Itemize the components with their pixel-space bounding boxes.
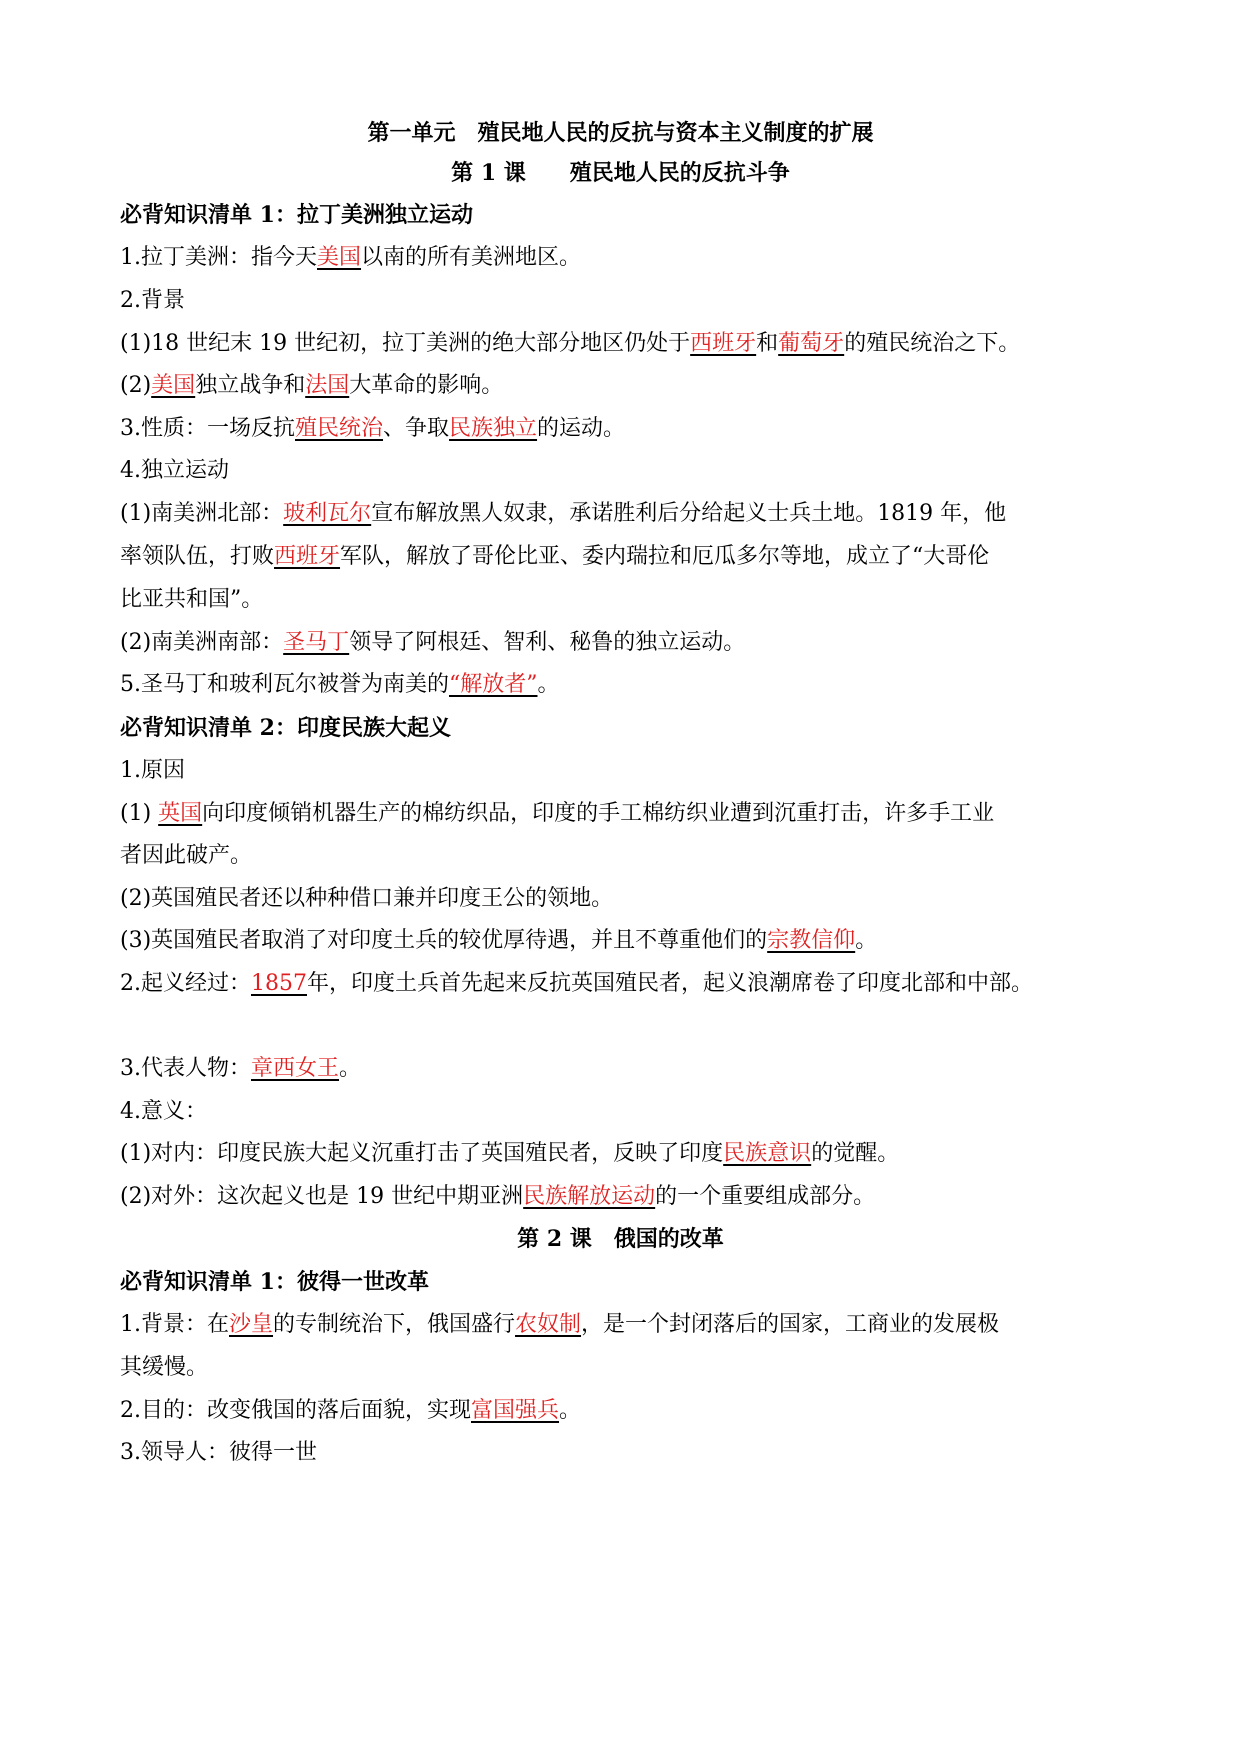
text: 。 [339, 1056, 362, 1081]
lesson2-list1-line2: 其缓慢。 [120, 1355, 209, 1380]
text: 的专制统治下，俄国盛行 [273, 1312, 516, 1337]
answer-blank: 民族独立 [449, 416, 538, 441]
lesson2-list1-line3 [120, 1396, 581, 1426]
answer-blank: 西班牙 [690, 331, 757, 356]
text: 年，印度土兵首先起来反抗英国殖民者，起义浪潮席卷了印度北部和中部。 [307, 971, 1034, 996]
lesson2-title: 第 2 课 俄国的改革 [517, 1226, 724, 1252]
lesson1-list1-line6: 4.独立运动 [120, 458, 229, 483]
text: (2) [120, 373, 152, 398]
lesson1-list2-line7 [120, 1054, 361, 1084]
answer-blank: 美国 [151, 373, 196, 398]
answer-blank: 1857 [251, 971, 307, 996]
text: (1) [120, 801, 159, 826]
lesson1-list2-line9 [120, 1139, 899, 1169]
text: 3.性质：一场反抗 [120, 416, 295, 441]
text: 。 [855, 928, 878, 953]
lesson1-list2-line1: 1.原因 [120, 758, 185, 783]
text: 、争取 [383, 416, 450, 441]
text: 宣布解放黑人奴隶，承诺胜利后分给起义士兵土地。1819 年，他 [371, 501, 1007, 526]
lesson1-title: 第 1 课 殖民地人民的反抗斗争 [451, 160, 790, 186]
unit-title: 第一单元 殖民地人民的反抗与资本主义制度的扩展 [367, 120, 874, 146]
text: (1)对内：印度民族大起义沉重打击了英国殖民者，反映了印度 [120, 1141, 724, 1166]
text: (2)对外：这次起义也是 19 世纪中期亚洲 [120, 1184, 524, 1209]
answer-blank: 富国强兵 [471, 1398, 560, 1423]
text: 领导了阿根廷、智利、秘鲁的独立运动。 [349, 630, 746, 655]
answer-blank: 玻利瓦尔 [283, 501, 372, 526]
lesson1-list2-line10 [120, 1182, 875, 1212]
text: 1.背景：在 [120, 1312, 229, 1337]
text: (1)南美洲北部： [120, 501, 284, 526]
text: ，是一个封闭落后的国家，工商业的发展极 [581, 1312, 1000, 1337]
answer-blank: 美国 [317, 245, 362, 270]
lesson1-list1-line2: 2.背景 [120, 288, 185, 313]
text: (1)18 世纪末 19 世纪初，拉丁美洲的绝大部分地区仍处于 [120, 331, 691, 356]
answer-blank: 英国 [158, 801, 203, 826]
answer-blank: 宗教信仰 [767, 928, 856, 953]
lesson1-list1-line7 [120, 499, 1006, 529]
text: (3)英国殖民者取消了对印度土兵的较优厚待遇，并且不尊重他们的 [120, 928, 768, 953]
lesson1-list2-line2 [120, 799, 994, 829]
lesson1-list2-line6 [120, 969, 1033, 999]
text: 率领队伍，打败 [120, 544, 275, 569]
answer-blank: 圣马丁 [283, 630, 350, 655]
text: 。 [559, 1398, 582, 1423]
lesson2-list1-line1 [120, 1310, 999, 1340]
text: 独立战争和 [195, 373, 306, 398]
answer-blank: 民族意识 [723, 1141, 812, 1166]
answer-blank: 章西女王 [251, 1056, 340, 1081]
lesson1-list2-heading: 必背知识清单 2：印度民族大起义 [120, 715, 451, 741]
lesson1-list1-line5 [120, 414, 625, 444]
text: 2.起义经过： [120, 971, 251, 996]
lesson1-list1-line8 [120, 542, 989, 572]
text: 。 [537, 672, 560, 697]
lesson2-list1-line4: 3.领导人：彼得一世 [120, 1440, 317, 1465]
lesson2-list1-heading: 必背知识清单 1：彼得一世改革 [120, 1269, 429, 1295]
text: 军队，解放了哥伦比亚、委内瑞拉和厄瓜多尔等地，成立了“大哥伦 [340, 544, 990, 569]
text: 1.拉丁美洲：指今天 [120, 245, 317, 270]
text: 向印度倾销机器生产的棉纺织品，印度的手工棉纺织业遭到沉重打击，许多手工业 [202, 801, 995, 826]
text: 5.圣马丁和玻利瓦尔被誉为南美的 [120, 672, 449, 697]
answer-blank: “解放者” [449, 672, 538, 697]
answer-blank: 法国 [305, 373, 350, 398]
text: 的一个重要组成部分。 [655, 1184, 876, 1209]
lesson1-list2-line5 [120, 926, 877, 956]
text: 的觉醒。 [811, 1141, 900, 1166]
lesson1-list1-line1 [120, 243, 581, 273]
answer-blank: 殖民统治 [295, 416, 384, 441]
text: (2)南美洲南部： [120, 630, 284, 655]
answer-blank: 农奴制 [515, 1312, 582, 1337]
lesson1-list1-line11 [120, 670, 560, 700]
answer-blank: 沙皇 [229, 1312, 274, 1337]
text: 2.目的：改变俄国的落后面貌，实现 [120, 1398, 471, 1423]
lesson1-list2-line8: 4.意义： [120, 1099, 207, 1124]
text: 大革命的影响。 [349, 373, 504, 398]
text: 3.代表人物： [120, 1056, 251, 1081]
text: 的运动。 [537, 416, 626, 441]
answer-blank: 西班牙 [274, 544, 341, 569]
text: 的殖民统治之下。 [844, 331, 1021, 356]
text: 和 [756, 331, 779, 356]
lesson1-list1-line9: 比亚共和国”。 [120, 587, 264, 612]
lesson1-list2-line4: (2)英国殖民者还以种种借口兼并印度王公的领地。 [120, 886, 614, 911]
answer-blank: 葡萄牙 [778, 331, 845, 356]
lesson1-list2-line3: 者因此破产。 [120, 843, 253, 868]
answer-blank: 民族解放运动 [523, 1184, 656, 1209]
lesson1-list1-heading: 必背知识清单 1：拉丁美洲独立运动 [120, 202, 473, 228]
lesson1-list1-line4 [120, 371, 503, 401]
lesson1-list1-line10 [120, 628, 745, 658]
lesson1-list1-line3 [120, 329, 1020, 359]
text: 以南的所有美洲地区。 [361, 245, 582, 270]
